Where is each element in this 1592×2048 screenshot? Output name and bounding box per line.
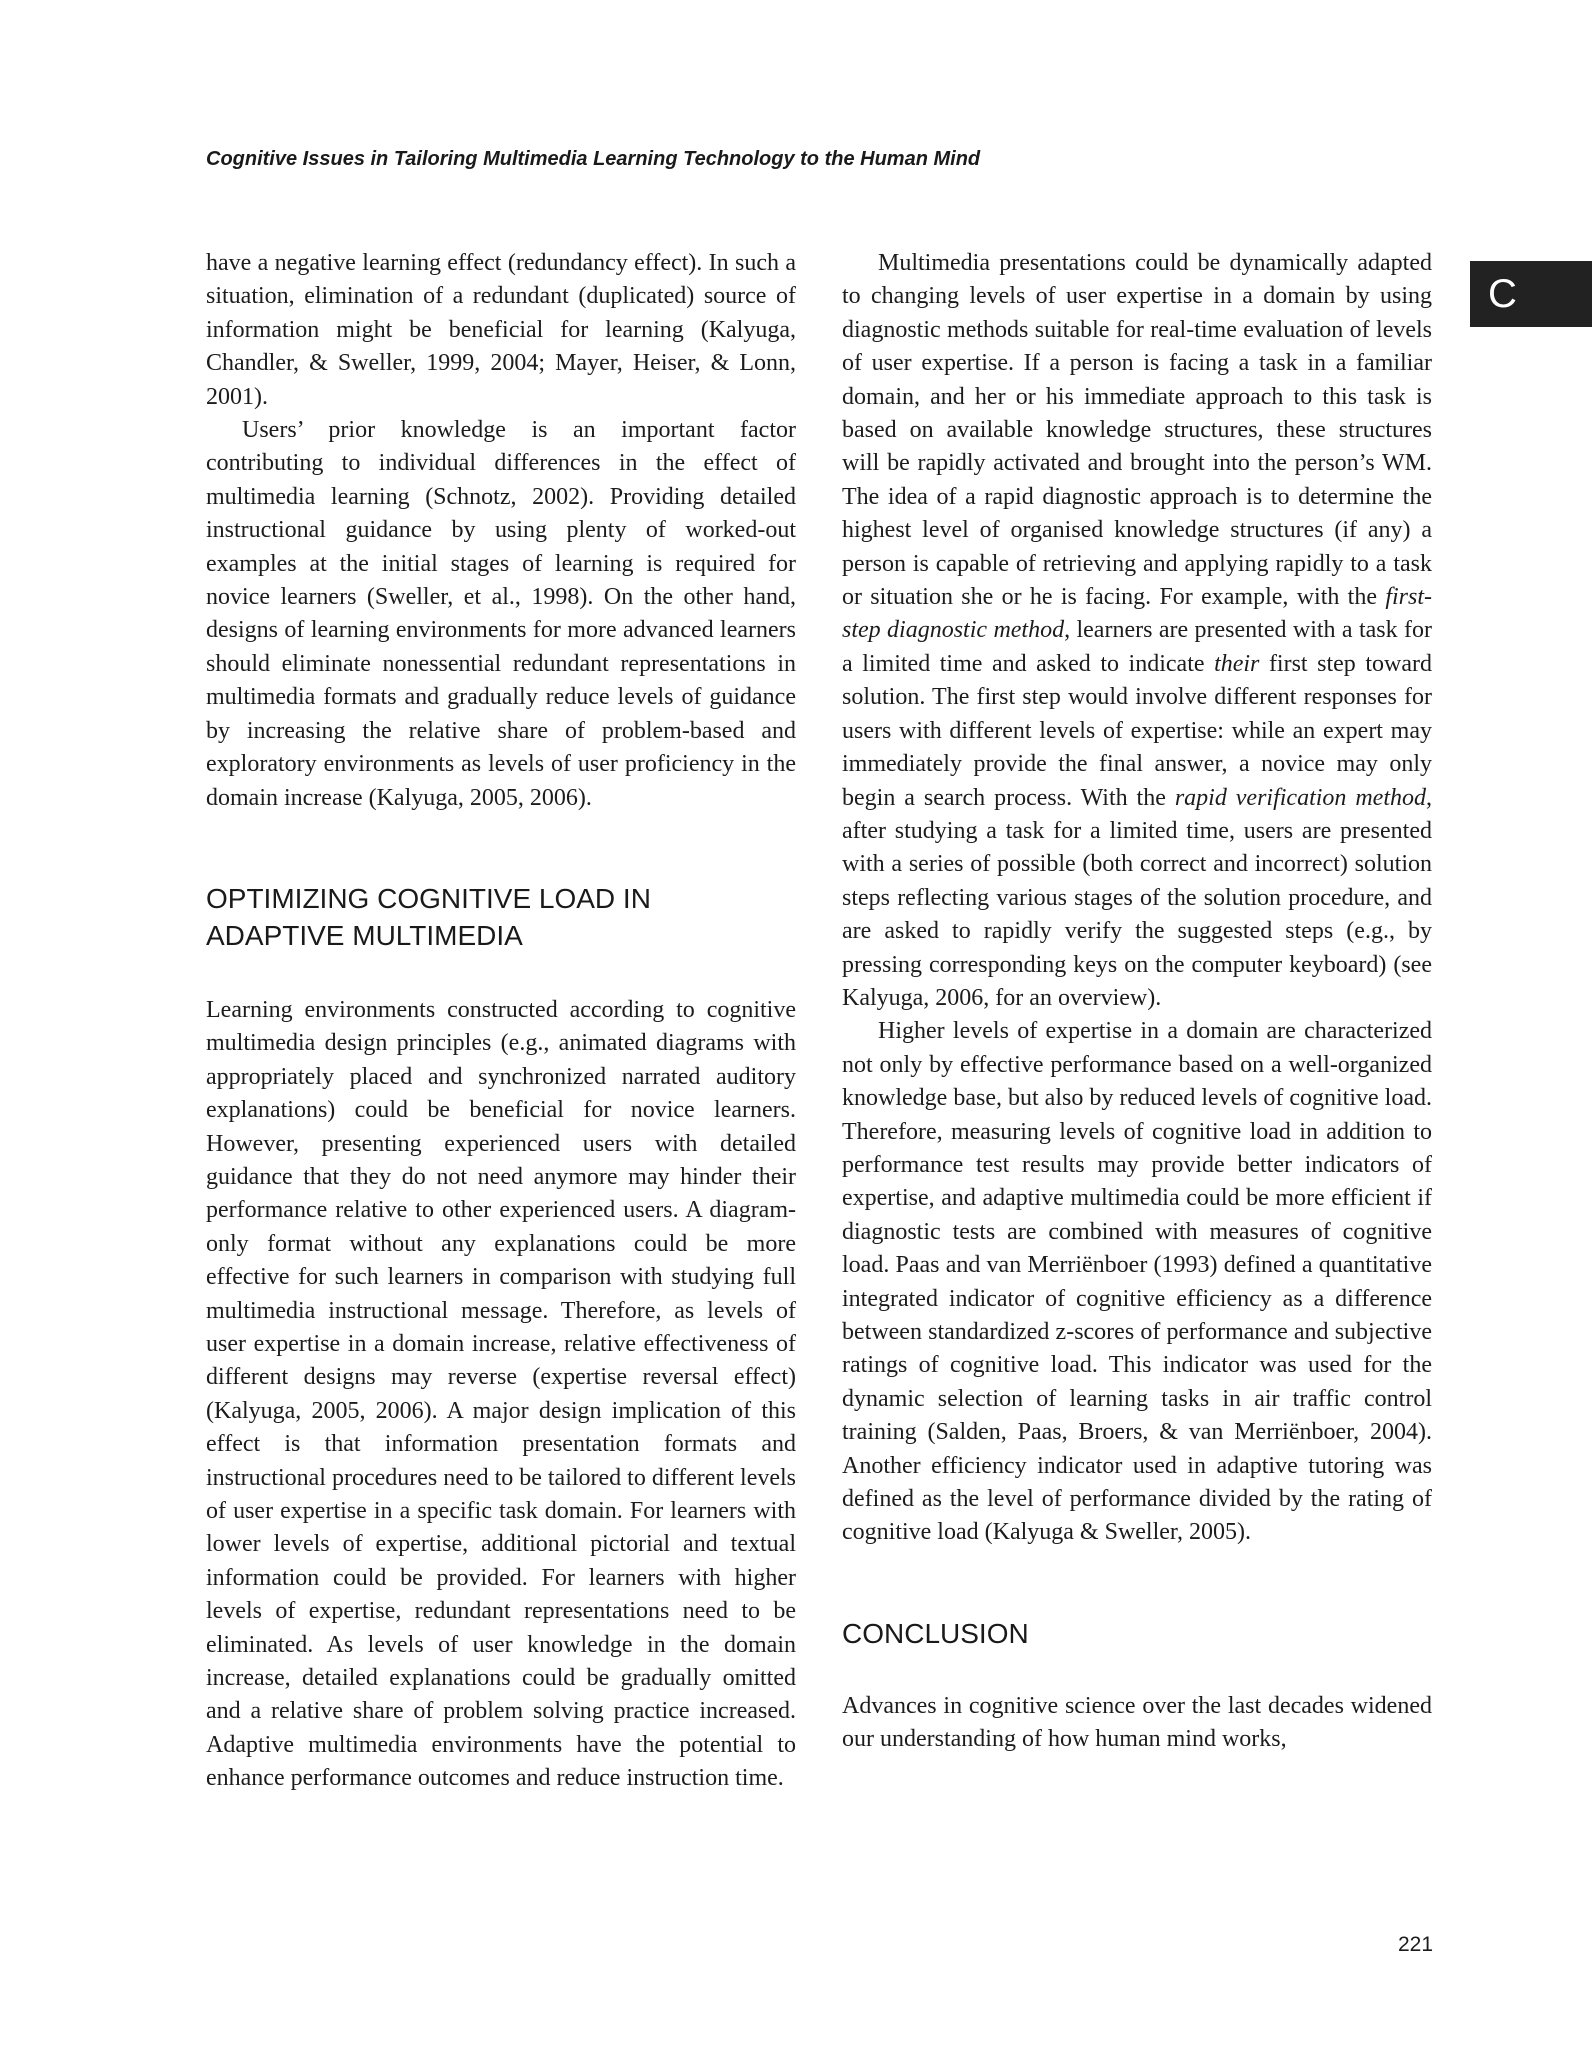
right-paragraph-1-emphasis-2: their — [1214, 650, 1260, 677]
right-paragraph-1-text-c: first step toward solution. The first step would involve different responses for users with different levels of expertise: while an expert may immediately provide the final answer, a novice may only begin a search process. With the — [842, 650, 1432, 811]
section-heading-line-1: OPTIMIZING COGNITIVE LOAD IN — [206, 882, 651, 914]
right-paragraph-1-emphasis-1: first-step diagnostic method — [842, 584, 1432, 644]
section-tab-marker: C — [1470, 261, 1592, 327]
section-heading-conclusion: CONCLUSION — [842, 1617, 1029, 1649]
right-paragraph-1-text-a: Multimedia presentations could be dynamically adapted to changing levels of user expertise in a domain by using diagnostic methods suitable for real-time evaluation of levels of user expertise. If a person is facing a task in a familiar domain, and her or his immediate approach to this task is based on available knowledge structures, these structures will be rapidly activated and brought into the person’s WM. The idea of a rapid diagnostic approach is to determine the highest level of organised knowledge structures (if any) a person is capable of retrieving and applying rapidly to a task or situation she or he is facing. For example, with the — [842, 250, 1432, 611]
section-heading-line-2: ADAPTIVE MULTIMEDIA — [206, 919, 523, 951]
left-paragraph-1: have a negative learning effect (redundancy effect). In such a situation, elimination of a redundant (duplicated) source of information might be beneficial for learning (Kalyuga, Chandler, & Sweller, 1999, 2004; Mayer, Heiser, & Lonn, 2001). — [206, 250, 796, 410]
right-column — [842, 247, 1432, 1757]
running-head: Cognitive Issues in Tailoring Multimedia Learning Technology to the Human Mind — [206, 148, 981, 170]
page-number: 221 — [1398, 1933, 1434, 1956]
right-paragraph-1-text-d: , after studying a task for a limited time, users are presented with a series of possible (both correct and incorrect) solution steps reflecting various stages of the solution procedure, and are asked to rapidly verify the suggested steps (e.g., by pressing corresponding keys on the computer keyboard) (see Kalyuga, 2006, for an overview). — [842, 784, 1432, 1011]
right-paragraph-1-emphasis-3: rapid verification method — [1174, 784, 1426, 811]
section-heading-optimizing — [206, 880, 796, 954]
left-paragraph-2: Users’ prior knowledge is an important factor contributing to individual differences in the effect of multimedia learning (Schnotz, 2002). Providing detailed instructional guidance by using plenty of worked-out examples at the initial stages of learning is required for novice learners (Sweller, et al., 1998). On the other hand, designs of learning environments for more advanced learners should eliminate nonessential redundant representations in multimedia formats and gradually reduce levels of guidance by increasing the relative share of problem-based and exploratory environments as levels of user proficiency in the domain increase (Kalyuga, 2005, 2006). — [206, 417, 796, 811]
left-column — [206, 247, 796, 1796]
right-paragraph-3: Advances in cognitive science over the last decades widened our understanding of how human mind works, — [842, 1692, 1432, 1753]
left-paragraph-3: Learning environments constructed according to cognitive multimedia design principles (e.g., animated diagrams with appropriately placed and synchronized narrated auditory explanations) could be beneficial for novice learners. However, presenting experienced users with detailed guidance that they do not need anymore may hinder their performance relative to other experienced users. A diagram-only format without any explanations could be more effective for such learners in comparison with studying full multimedia instructional message. Therefore, as levels of user expertise in a domain increase, relative effectiveness of different designs may reverse (expertise reversal effect) (Kalyuga, 2005, 2006). A major design implication of this effect is that information presentation formats and instructional procedures need to be tailored to different levels of user expertise in a specific task domain. For learners with lower levels of expertise, additional pictorial and textual information could be provided. For learners with higher levels of expertise, redundant representations need to be eliminated. As levels of user knowledge in the domain increase, detailed explanations could be gradually omitted and a relative share of problem solving practice increased. Adaptive multimedia environments have the potential to enhance performance outcomes and reduce instruction time. — [206, 996, 797, 1792]
right-paragraph-1-text-b: , learners are presented with a task for a limited time and asked to indicate — [842, 617, 1432, 677]
right-paragraph-2: Higher levels of expertise in a domain are characterized not only by effective performance based on a well-organized knowledge base, but also by reduced levels of cognitive load. Therefore, measuring levels of cognitive load in addition to performance test results may provide better indicators of expertise, and adaptive multimedia could be more efficient if diagnostic tests are combined with measures of cognitive load. Paas and van Merriënboer (1993) defined a quantitative integrated indicator of cognitive efficiency as a difference between standardized z-scores of performance and subjective ratings of cognitive load. This indicator was used for the dynamic selection of learning tasks in air traffic control training (Salden, Paas, Broers, & van Merriënboer, 2004). Another efficiency indicator used in adaptive tutoring was defined as the level of performance divided by the rating of cognitive load (Kalyuga & Sweller, 2005). — [842, 1018, 1432, 1546]
right-paragraph-1 — [842, 247, 1432, 1015]
